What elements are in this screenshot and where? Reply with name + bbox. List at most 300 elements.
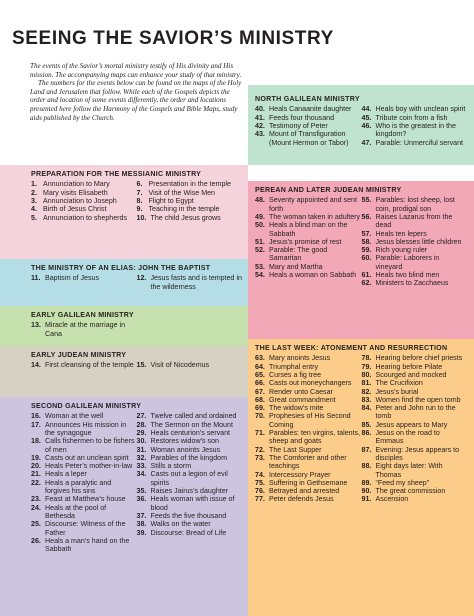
event-number: 56. <box>361 213 372 221</box>
event-number: 25. <box>31 520 41 529</box>
event-text: Parables: lost sheep, lost coin, prodigal son <box>375 196 455 213</box>
event-number: 20. <box>31 462 41 471</box>
event-item <box>31 454 137 462</box>
event-text: Heals at the pool of Bethesda <box>45 503 107 520</box>
event-text: The Comforter and other teachings <box>269 453 347 471</box>
event-number: 66. <box>255 379 265 388</box>
event-columns <box>31 321 242 338</box>
event-column <box>31 361 137 369</box>
event-number: 77. <box>255 495 265 504</box>
event-item <box>137 529 243 537</box>
event-item <box>31 479 137 496</box>
event-item <box>255 363 362 371</box>
event-number: 38. <box>136 520 147 529</box>
event-item <box>137 470 243 487</box>
event-text: Jesus blesses little children <box>375 237 462 246</box>
event-columns <box>31 412 242 553</box>
event-number: 28. <box>136 420 147 429</box>
event-item <box>255 446 362 454</box>
event-number: 76. <box>255 487 265 496</box>
event-item <box>255 221 362 238</box>
event-number: 75. <box>255 478 265 487</box>
event-text: Jesus appears to Mary <box>375 420 448 429</box>
event-text: Heals a paralytic and forgives his sins <box>45 478 112 496</box>
event-number: 5. <box>31 213 37 222</box>
event-item <box>362 379 469 387</box>
section-second-galilean-ministry <box>0 397 248 616</box>
event-text: Calls fishermen to be fishers of men <box>45 437 135 454</box>
event-number: 83. <box>361 395 372 404</box>
event-text: Walks on the water <box>150 520 211 529</box>
event-number: 90. <box>361 487 372 496</box>
event-number: 47. <box>361 138 372 147</box>
event-number: 3. <box>31 197 37 205</box>
event-number: 30. <box>136 437 147 446</box>
section-early-judean-ministry <box>0 346 248 397</box>
event-item <box>137 412 243 420</box>
event-text: Parable: The good Samaritan <box>269 246 328 263</box>
event-item <box>255 354 362 362</box>
event-number: 74. <box>255 470 265 479</box>
event-number: 34. <box>136 470 147 479</box>
event-text: Casts out an unclean spirit <box>45 453 129 462</box>
event-column <box>362 196 469 287</box>
event-number: 37. <box>136 511 147 520</box>
event-item <box>362 388 469 396</box>
event-item <box>255 396 362 404</box>
event-item <box>137 180 243 188</box>
event-number: 9. <box>136 205 143 214</box>
event-number: 27. <box>136 412 147 421</box>
event-text: First cleansing of the temple <box>45 361 134 370</box>
event-number: 41. <box>255 113 265 122</box>
event-item <box>137 189 243 197</box>
event-number: 4. <box>31 205 37 214</box>
event-columns <box>31 274 242 291</box>
section-title: THE LAST WEEK: ATONEMENT AND RESURRECTION <box>255 344 448 352</box>
event-number: 57. <box>361 229 372 238</box>
event-number: 65. <box>255 371 265 379</box>
event-column <box>137 412 243 553</box>
event-text: Render unto Caesar <box>269 387 333 396</box>
event-number: 19. <box>31 453 41 462</box>
event-number: 46. <box>361 122 372 130</box>
event-column <box>31 274 137 291</box>
event-number: 54. <box>255 271 265 280</box>
event-number: 33. <box>136 462 147 471</box>
event-item <box>137 429 243 437</box>
event-item <box>362 238 469 246</box>
event-column <box>362 105 469 146</box>
event-number: 13. <box>31 321 41 330</box>
event-text: Annunciation to Mary <box>43 180 110 189</box>
event-text: Hearing before chief priests <box>375 354 463 363</box>
event-number: 79. <box>361 362 372 371</box>
event-text: Parables: ten virgins, talents, sheep and goats <box>269 429 361 446</box>
event-item <box>255 130 362 147</box>
event-item <box>362 404 469 421</box>
event-number: 43. <box>255 130 265 139</box>
event-item <box>362 230 469 238</box>
section-title: EARLY GALILEAN MINISTRY <box>31 311 134 319</box>
event-text: Heals Canaanite daughter <box>269 105 352 114</box>
event-number: 61. <box>361 271 372 280</box>
event-columns <box>255 105 468 146</box>
section-ministry-of-an-elias <box>0 259 248 306</box>
event-item <box>362 271 469 279</box>
event-item <box>31 214 137 222</box>
event-text: Betrayed and arrested <box>269 487 340 496</box>
event-number: 82. <box>361 387 372 396</box>
event-item <box>362 487 469 495</box>
event-number: 29. <box>136 429 147 437</box>
event-number: 88. <box>361 462 372 471</box>
event-text: Heals ten lepers <box>375 229 427 238</box>
event-number: 53. <box>255 262 265 271</box>
event-text: Twelve called and ordained <box>150 412 237 421</box>
event-text: Parable: Unmerciful servant <box>375 138 464 147</box>
event-item <box>31 437 137 454</box>
event-text: Woman anoints Jesus <box>150 445 221 454</box>
event-number: 36. <box>136 495 147 504</box>
event-column <box>255 105 362 146</box>
event-item <box>362 196 469 213</box>
event-text: Testimony of Peter <box>269 122 328 130</box>
event-text: Ministers to Zacchaeus <box>375 279 449 288</box>
intro-text <box>30 62 242 122</box>
event-text: Curses a fig tree <box>269 371 322 379</box>
event-item <box>31 421 137 438</box>
event-text: Seventy appointed and sent forth <box>269 196 357 213</box>
event-text: Heals a leper <box>45 470 87 479</box>
section-title: EARLY JUDEAN MINISTRY <box>31 351 127 359</box>
event-item <box>137 520 243 528</box>
event-text: Mount of Transfiguration (Mount Hermon or Tabor) <box>269 130 349 147</box>
section-perean-later-judean-ministry <box>248 181 474 339</box>
event-item <box>255 479 362 487</box>
event-item <box>362 363 469 371</box>
event-text: Heals a man’s hand on the Sabbath <box>45 536 130 554</box>
event-item <box>255 412 362 429</box>
event-item <box>362 114 469 122</box>
event-number: 32. <box>136 453 147 462</box>
section-preparation-messianic-ministry <box>0 165 248 259</box>
event-number: 69. <box>255 404 265 413</box>
event-text: The Sermon on the Mount <box>150 420 233 429</box>
event-text: Annunciation to shepherds <box>43 213 128 222</box>
event-text: Evening: Jesus appears to disciples <box>375 445 460 462</box>
event-number: 87. <box>361 445 372 454</box>
event-text: Teaching in the temple <box>148 205 220 214</box>
event-text: Heals two blind men <box>375 271 440 280</box>
event-item <box>362 396 469 404</box>
event-number: 26. <box>31 536 41 545</box>
event-text: Woman at the well <box>45 412 104 421</box>
event-text: Visit of Nicodemus <box>150 361 210 370</box>
event-item <box>31 470 137 478</box>
event-item <box>31 520 137 537</box>
event-text: Miracle at the marriage in Cana <box>45 321 126 338</box>
event-number: 21. <box>31 470 41 479</box>
intro-paragraph: The events of the Savior’s mortal ministry testify of His divinity and His mission. The accompanying maps can enhance your study of that ministry. <box>30 62 242 79</box>
event-columns <box>255 196 468 287</box>
page-title: SEEING THE SAVIOR’S MINISTRY <box>12 28 334 49</box>
event-item <box>362 446 469 463</box>
event-text: Heals a blind man on the Sabbath <box>269 221 348 238</box>
event-column <box>137 321 243 338</box>
event-number: 44. <box>361 105 372 114</box>
event-columns <box>31 361 242 369</box>
event-item <box>31 412 137 420</box>
event-text: Raises Lazarus from the dead <box>375 213 453 230</box>
event-number: 6. <box>136 180 143 189</box>
event-item <box>137 437 243 445</box>
event-number: 17. <box>31 420 41 429</box>
event-item <box>255 379 362 387</box>
event-text: Parables of the kingdom <box>150 453 228 462</box>
event-item <box>362 495 469 503</box>
event-number: 49. <box>255 213 265 221</box>
event-number: 7. <box>136 188 143 197</box>
event-number: 31. <box>136 445 147 454</box>
event-column <box>137 361 243 369</box>
event-text: Feeds the five thousand <box>150 511 227 520</box>
event-text: “Feed my sheep” <box>375 478 430 487</box>
event-item <box>31 321 137 338</box>
event-text: Mary anoints Jesus <box>269 354 331 363</box>
event-text: Mary and Martha <box>269 262 323 271</box>
event-number: 8. <box>136 197 143 205</box>
section-last-week-atonement-resurrection <box>248 339 474 616</box>
event-number: 64. <box>255 362 265 371</box>
event-text: Feeds four thousand <box>269 113 335 122</box>
event-text: Restores widow’s son <box>150 437 219 446</box>
event-item <box>362 479 469 487</box>
event-text: Jesus fasts and is tempted in the wilderness <box>150 274 242 291</box>
event-number: 80. <box>361 371 372 379</box>
event-item <box>362 254 469 271</box>
event-number: 24. <box>31 503 41 512</box>
event-text: The Crucifixion <box>375 379 423 388</box>
event-item <box>362 105 469 113</box>
event-number: 51. <box>255 237 265 246</box>
event-column <box>31 180 137 221</box>
event-number: 50. <box>255 221 265 230</box>
event-number: 78. <box>361 354 372 363</box>
event-item <box>255 105 362 113</box>
event-item <box>255 263 362 271</box>
event-text: Triumphal entry <box>269 362 319 371</box>
event-item <box>362 279 469 287</box>
event-item <box>137 446 243 454</box>
event-item <box>137 197 243 205</box>
event-text: Rich young ruler <box>375 246 428 255</box>
event-column <box>362 354 469 503</box>
event-text: Feast at Matthew’s house <box>45 495 126 504</box>
event-item <box>255 471 362 479</box>
event-text: The Last Supper <box>269 445 322 454</box>
event-text: Eight days later: With Thomas <box>375 462 443 479</box>
event-item <box>255 213 362 221</box>
event-text: Jesus on the road to Emmaus <box>375 429 440 446</box>
event-item <box>255 246 362 263</box>
event-item <box>362 462 469 479</box>
event-number: 22. <box>31 478 41 487</box>
event-item <box>255 404 362 412</box>
event-number: 72. <box>255 445 265 454</box>
event-number: 85. <box>361 420 372 429</box>
event-number: 59. <box>361 246 372 255</box>
event-item <box>255 454 362 471</box>
event-text: The woman taken in adultery <box>269 213 361 221</box>
event-item <box>137 205 243 213</box>
event-item <box>362 246 469 254</box>
event-number: 73. <box>255 453 265 462</box>
event-text: Peter and John run to the tomb <box>375 404 456 421</box>
event-text: Parable: Laborers in vineyard <box>375 254 440 271</box>
event-text: Intercessory Prayer <box>269 470 331 479</box>
event-text: Mary visits Elisabeth <box>43 188 108 197</box>
event-item <box>31 462 137 470</box>
event-item <box>31 504 137 521</box>
section-north-galilean-ministry <box>248 85 474 165</box>
event-item <box>362 371 469 379</box>
event-columns <box>31 180 242 221</box>
event-number: 45. <box>361 113 372 122</box>
event-item <box>362 429 469 446</box>
event-number: 39. <box>136 528 147 537</box>
event-column <box>31 412 137 553</box>
section-title: PEREAN AND LATER JUDEAN MINISTRY <box>255 186 402 194</box>
event-item <box>137 495 243 512</box>
event-number: 52. <box>255 246 265 255</box>
event-item <box>31 537 137 554</box>
section-title: THE MINISTRY OF AN ELIAS: JOHN THE BAPTIST <box>31 264 211 272</box>
section-title: PREPARATION FOR THE MESSIANIC MINISTRY <box>31 170 202 178</box>
event-text: Annunciation to Joseph <box>43 197 117 205</box>
event-text: Presentation in the temple <box>148 180 231 189</box>
event-text: Discourse: Bread of Life <box>150 528 227 537</box>
event-number: 23. <box>31 495 41 504</box>
event-text: Visit of the Wise Men <box>148 188 215 197</box>
event-item <box>362 421 469 429</box>
event-text: The great commission <box>375 487 446 496</box>
event-item <box>255 238 362 246</box>
event-text: Heals centurion’s servant <box>150 429 231 437</box>
event-item <box>137 462 243 470</box>
event-item <box>31 361 137 369</box>
event-item <box>255 122 362 130</box>
event-text: Stills a storm <box>150 462 192 471</box>
section-title: NORTH GALILEAN MINISTRY <box>255 95 360 103</box>
event-item <box>31 180 137 188</box>
event-number: 16. <box>31 412 41 421</box>
event-text: Flight to Egypt <box>148 197 194 205</box>
event-number: 67. <box>255 387 265 396</box>
event-item <box>137 214 243 222</box>
event-column <box>31 321 137 338</box>
event-item <box>137 274 243 291</box>
event-number: 14. <box>31 361 41 370</box>
event-text: Heals a woman on Sabbath <box>269 271 357 280</box>
event-text: Raises Jairus’s daughter <box>150 487 229 496</box>
event-text: Announces His mission in the synagogue <box>45 420 127 437</box>
event-column <box>137 180 243 221</box>
event-text: Prophesies of His Second Coming <box>269 412 351 429</box>
event-item <box>137 487 243 495</box>
event-number: 15. <box>136 361 147 370</box>
event-item <box>137 512 243 520</box>
event-text: Casts out a legion of evil spirits <box>150 470 228 487</box>
event-columns <box>255 354 468 503</box>
event-number: 89. <box>361 478 372 487</box>
event-number: 18. <box>31 437 41 446</box>
event-number: 55. <box>361 196 372 205</box>
event-text: Heals woman with issue of blood <box>150 495 235 512</box>
event-number: 71. <box>255 429 265 438</box>
event-number: 40. <box>255 105 265 114</box>
event-item <box>362 122 469 139</box>
event-text: Peter defends Jesus <box>269 495 334 504</box>
event-item <box>137 421 243 429</box>
event-text: Baptism of Jesus <box>45 274 100 283</box>
event-number: 81. <box>361 379 372 388</box>
event-item <box>255 487 362 495</box>
event-number: 68. <box>255 395 265 404</box>
event-item <box>255 429 362 446</box>
event-number: 11. <box>31 274 41 283</box>
event-item <box>255 495 362 503</box>
event-number: 2. <box>31 188 37 197</box>
event-number: 12. <box>136 274 147 283</box>
event-number: 62. <box>361 279 372 288</box>
event-item <box>137 361 243 369</box>
event-text: Birth of Jesus Christ <box>43 205 107 214</box>
event-item <box>362 213 469 230</box>
event-number: 91. <box>361 495 372 504</box>
event-text: Women find the open tomb <box>375 395 461 404</box>
event-text: Jesus’s burial <box>375 387 419 396</box>
event-text: The child Jesus grows <box>150 213 221 222</box>
event-number: 60. <box>361 254 372 263</box>
event-item <box>255 388 362 396</box>
intro-paragraph: The numbers for the events below can be found on the maps of the Holy Land and Jerusalem that follow. While each of the Gospels depicts the order and location of some events differently, the order and locations presented here follow the Harmony of the Gospels and Bible Maps, study aids published by the Church. <box>30 79 242 122</box>
event-text: Ascension <box>375 495 409 504</box>
event-text: Scourged and mocked <box>375 371 447 379</box>
event-text: Great commandment <box>269 395 336 404</box>
event-text: The widow’s mite <box>269 404 324 413</box>
event-number: 84. <box>361 404 372 413</box>
event-number: 86. <box>361 429 372 438</box>
event-number: 42. <box>255 122 265 130</box>
event-number: 10. <box>136 213 147 222</box>
event-number: 48. <box>255 196 265 205</box>
event-item <box>31 197 137 205</box>
section-title: SECOND GALILEAN MINISTRY <box>31 402 142 410</box>
event-item <box>31 274 137 282</box>
event-column <box>255 354 362 503</box>
event-item <box>31 495 137 503</box>
event-text: Casts out moneychangers <box>269 379 352 388</box>
event-item <box>255 371 362 379</box>
section-early-galilean-ministry <box>0 306 248 346</box>
event-text: Discourse: Witness of the Father <box>45 520 126 537</box>
event-item <box>31 189 137 197</box>
event-text: Tribute coin from a fish <box>375 113 448 122</box>
event-text: Heals Peter’s mother-in-law <box>45 462 133 471</box>
event-number: 58. <box>361 237 372 246</box>
event-item <box>255 114 362 122</box>
